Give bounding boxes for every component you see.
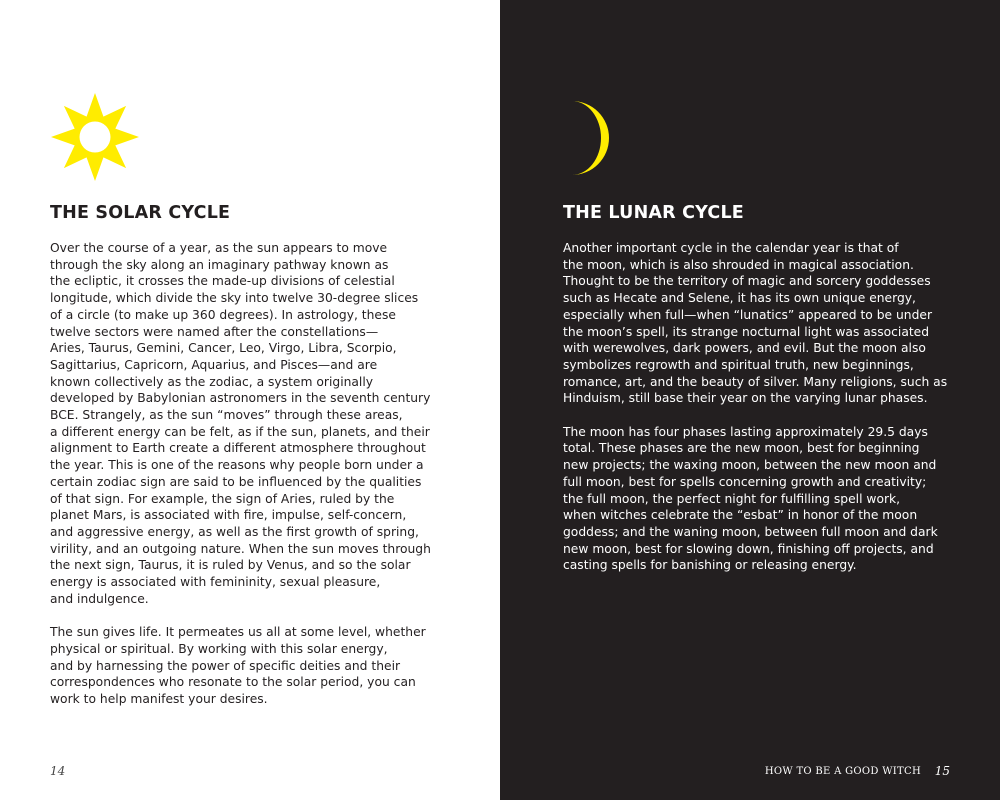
section-title-lunar: THE LUNAR CYCLE [563,203,744,223]
text-line: and indulgence. [50,591,149,606]
text-line: and by harnessing the power of specific deities and their [50,658,401,673]
text-line: Another important cycle in the calendar year is that of [563,241,899,255]
text-line: the next sign, Taurus, it is ruled by Venus, and so the solar [50,558,411,573]
text-line: Thought to be the territory of magic and sorcery goddesses [563,274,931,289]
text-line: the moon’s spell, its strange nocturnal light was associated [563,324,930,339]
right-page [500,0,1000,800]
paragraph [563,240,993,407]
text-line: especially when full—when “lunatics” appeared to be under [563,307,933,322]
text-line: full moon, best for spells concerning growth and creativity; [563,474,927,489]
text-line: new moon, best for slowing down, finishing off projects, and [563,541,934,556]
page-number-left: 14 [50,764,66,778]
running-head: HOW TO BE A GOOD WITCH [764,766,921,777]
text-line: correspondences who resonate to the solar period, you can [50,675,416,690]
text-line: romance, art, and the beauty of silver. Many religions, such as [563,374,948,389]
paragraph [563,424,993,574]
text-line: Over the course of a year, as the sun appears to move [50,241,388,255]
text-line: the full moon, the perfect night for fulfilling spell work, [563,491,901,506]
text-line: the ecliptic, it crosses the made-up divisions of celestial [50,274,395,289]
text-line: goddess; and the waning moon, between full moon and dark [563,524,938,539]
lunar-body-text [563,240,993,574]
text-line: casting spells for banishing or releasing energy. [563,558,857,573]
text-line: longitude, which divide the sky into twelve 30-degree slices [50,291,419,306]
text-line: Hinduism, still base their year on the varying lunar phases. [563,391,928,406]
text-line: known collectively as the zodiac, a system originally [50,374,374,389]
text-line: virility, and an outgoing nature. When the sun moves through [50,541,431,556]
text-line: developed by Babylonian astronomers in the seventh century [50,391,431,406]
text-line: certain zodiac sign are said to be influenced by the qualities [50,474,422,489]
text-line: and aggressive energy, as well as the first growth of spring, [50,524,419,539]
text-line: a different energy can be felt, as if the sun, planets, and their [50,424,430,439]
text-line: BCE. Strangely, as the sun “moves” through these areas, [50,408,403,423]
paragraph [50,240,470,607]
text-line: physical or spiritual. By working with this solar energy, [50,641,388,656]
text-line: The moon has four phases lasting approximately 29.5 days [563,424,928,439]
text-line: total. These phases are the new moon, best for beginning [563,441,920,456]
paragraph [50,624,470,708]
text-line: the moon, which is also shrouded in magical association. [563,257,914,272]
text-line: symbolizes regrowth and spiritual truth, new beginnings, [563,357,914,372]
text-line: of a circle (to make up 360 degrees). In astrology, these [50,307,396,322]
text-line: work to help manifest your desires. [50,691,268,706]
text-line: through the sky along an imaginary pathway known as [50,257,389,272]
text-line: Aries, Taurus, Gemini, Cancer, Leo, Virgo, Libra, Scorpio, [50,341,397,356]
text-line: when witches celebrate the “esbat” in honor of the moon [563,508,918,523]
text-line: new projects; the waxing moon, between the new moon and [563,458,937,473]
text-line: planet Mars, is associated with fire, impulse, self-concern, [50,508,407,523]
text-line: twelve sectors were named after the constellations— [50,324,379,339]
text-line: with werewolves, dark powers, and evil. But the moon also [563,341,926,356]
solar-body-text [50,240,470,708]
text-line: such as Hecate and Selene, it has its own unique energy, [563,291,916,306]
text-line: The sun gives life. It permeates us all at some level, whether [50,625,426,640]
text-line: energy is associated with femininity, sexual pleasure, [50,575,381,590]
text-line: the year. This is one of the reasons why people born under a [50,458,424,473]
sun-icon [50,92,140,182]
text-line: alignment to Earth create a different atmosphere throughout [50,441,426,456]
section-title-solar: THE SOLAR CYCLE [50,203,231,223]
text-line: Sagittarius, Capricorn, Aquarius, and Pisces—and are [50,357,378,372]
text-line: of that sign. For example, the sign of Aries, ruled by the [50,491,395,506]
page-number-right: 15 [934,764,950,778]
crescent-moon-icon [558,98,612,178]
